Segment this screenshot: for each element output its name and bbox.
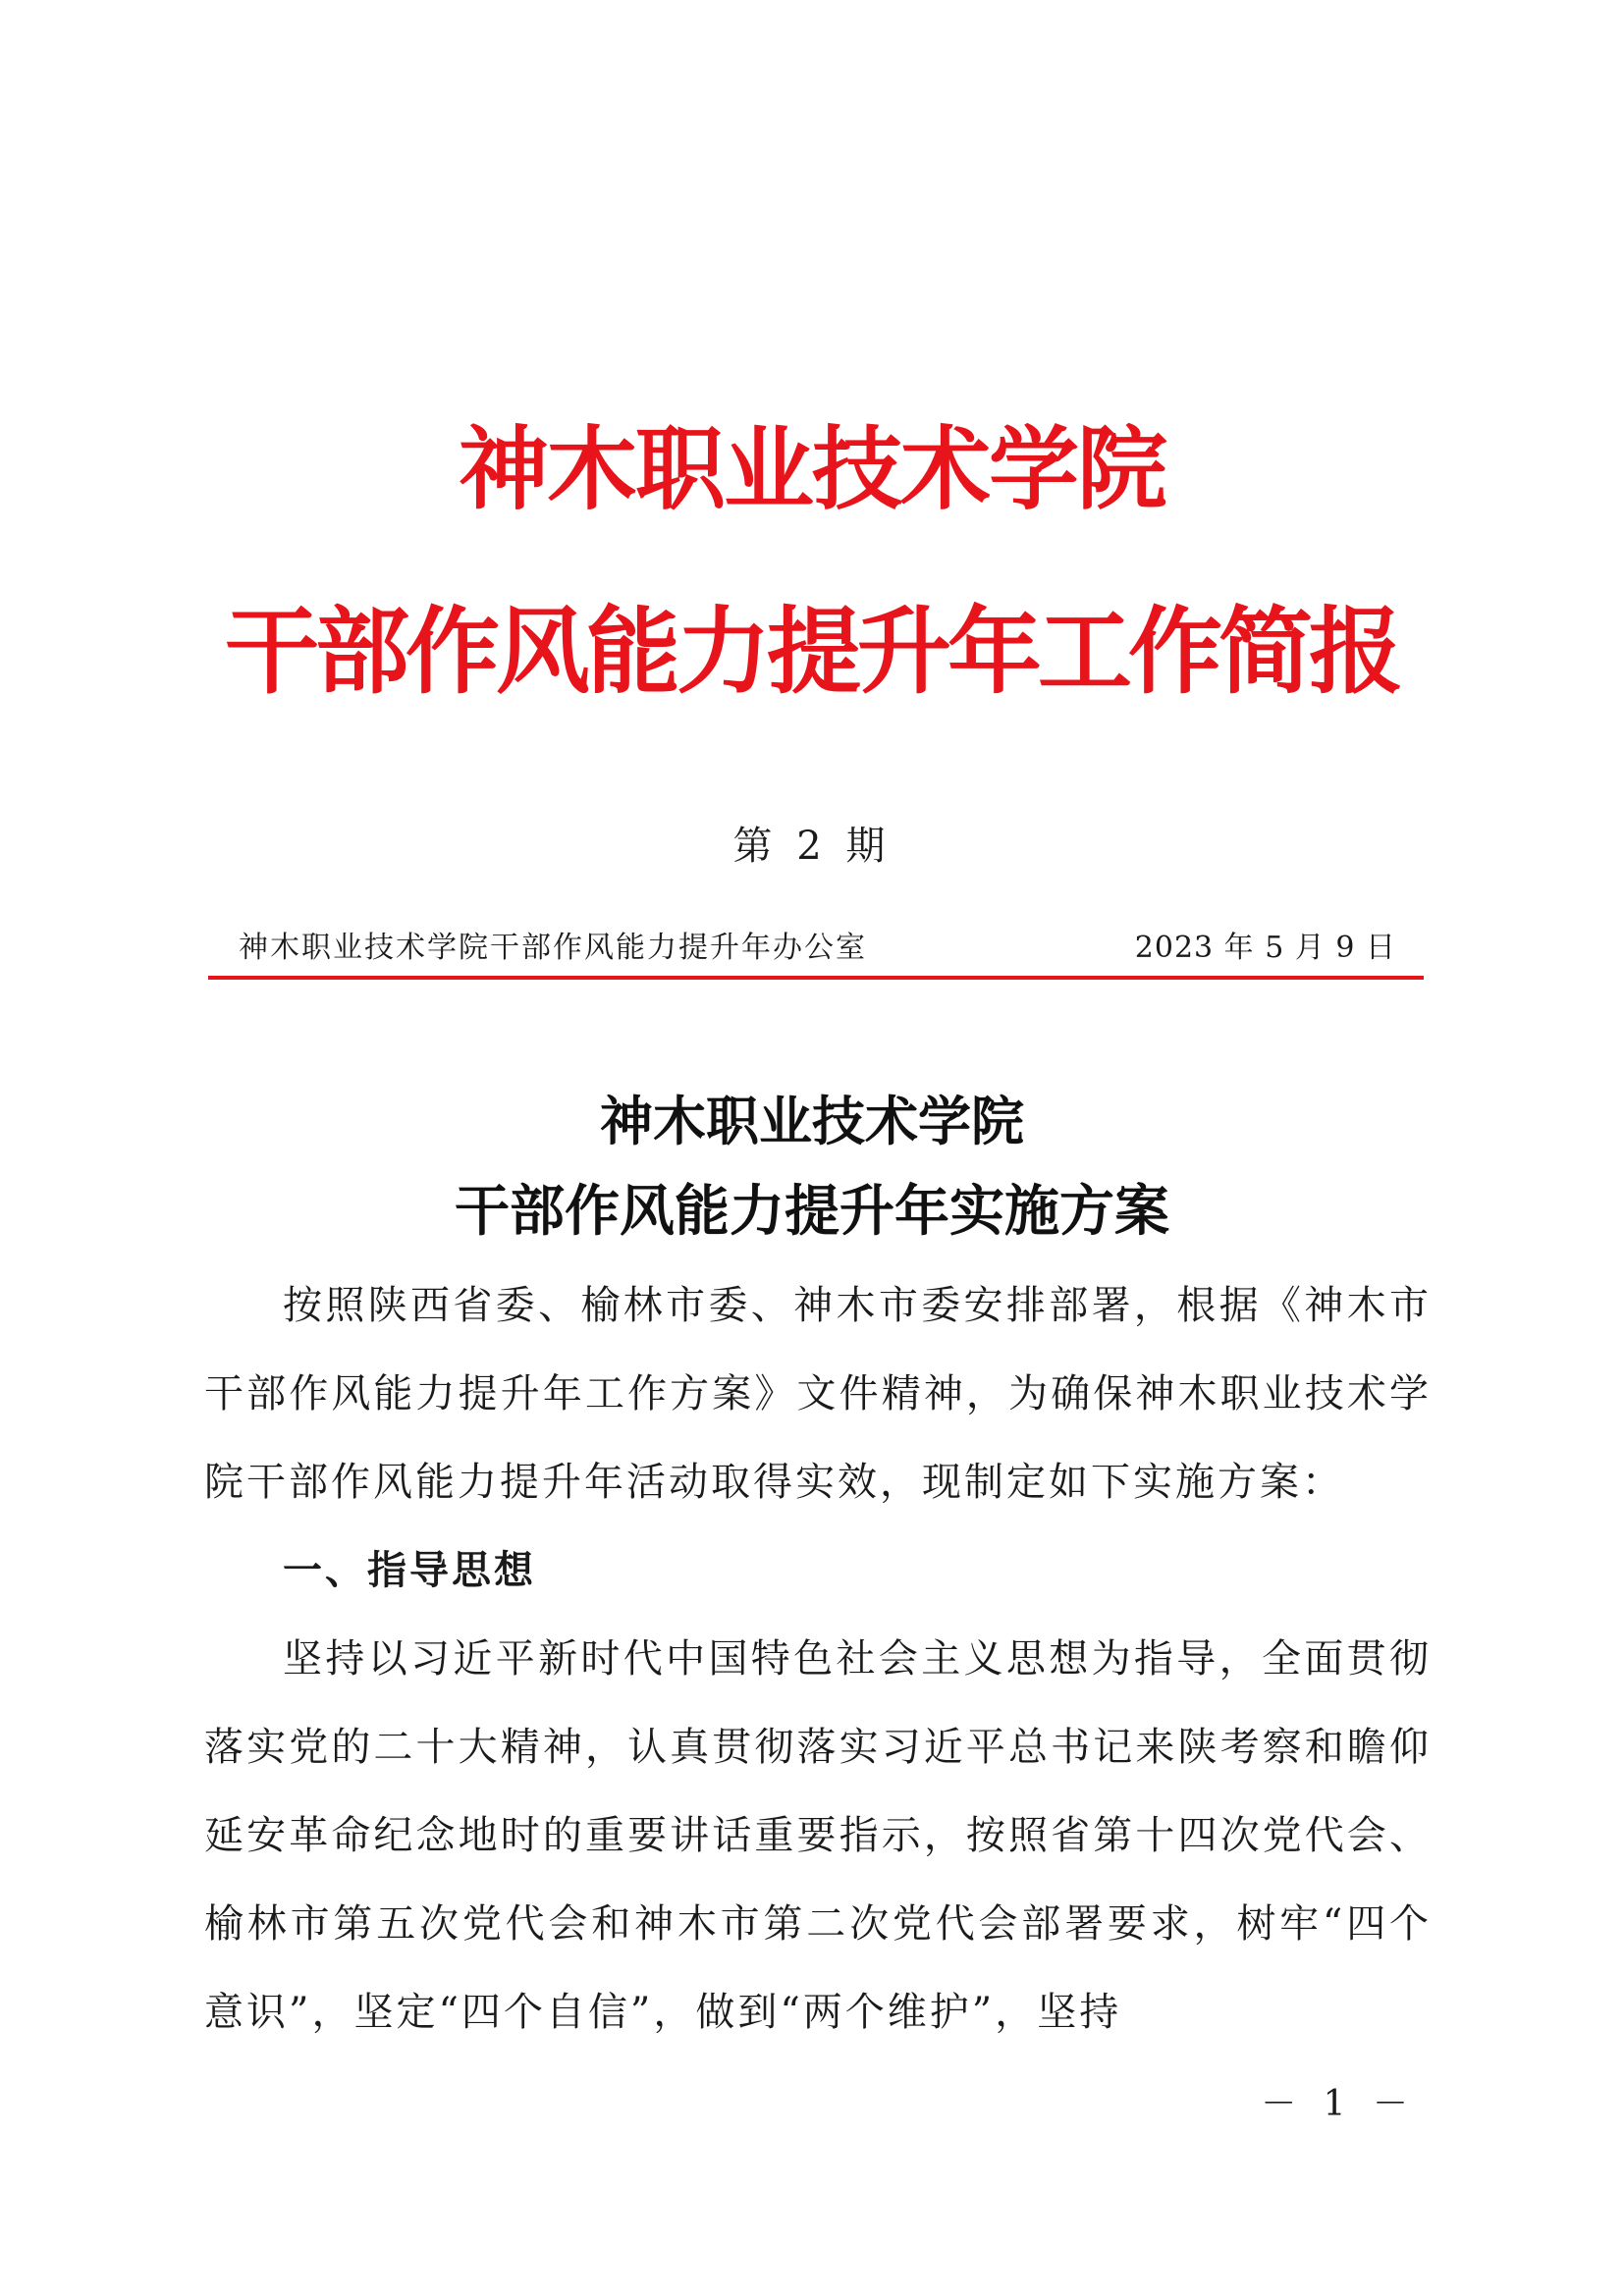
page-number: － 1 － (1261, 2084, 1416, 2124)
document-title-line2: 干部作风能力提升年实施方案 (455, 1180, 1169, 1244)
red-divider-rule (208, 976, 1424, 980)
section-heading: 一、指导思想 (283, 1548, 536, 1593)
masthead-title-line2: 干部作风能力提升年工作简报 (225, 596, 1399, 707)
issue-number: 第 2 期 (732, 824, 892, 869)
document-body (204, 1261, 1432, 2056)
document-title-line1: 神木职业技术学院 (600, 1091, 1024, 1152)
intro-paragraph: 按照陕西省委、榆林市委、神木市委安排部署，根据《神木市干部作风能力提升年工作方案》文件精神，为确保神木职业技术学院干部作风能力提升年活动取得实效，现制定如下实施方案： (204, 1283, 1432, 1505)
masthead-title-line1: 神木职业技术学院 (458, 416, 1165, 522)
section-paragraph: 坚持以习近平新时代中国特色社会主义思想为指导，全面贯彻落实党的二十大精神，认真贯彻落实习近平总书记来陕考察和瞻仰延安革命纪念地时的重要讲话重要指示，按照省第十四次党代会、榆林市第五次党代会和神木市第二次党代会部署要求，树牢“四个意识”，坚定“四个自信”，做到“两个维护”，坚持 (204, 1636, 1432, 2035)
issuing-office: 神木职业技术学院干部作风能力提升年办公室 (239, 931, 867, 965)
issue-date: 2023 年 5 月 9 日 (1134, 931, 1396, 965)
